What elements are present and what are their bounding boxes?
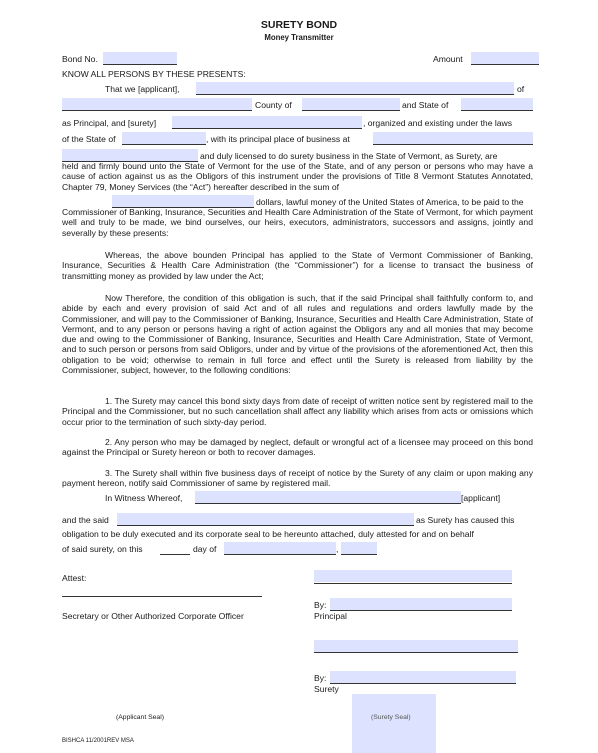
as-principal-label: as Principal, and [surety] <box>62 118 157 128</box>
obligation-line: obligation to be duly executed and its corporate seal to be hereunto attached, duly attested for and on behalf <box>62 529 474 539</box>
amount-field[interactable] <box>471 52 539 64</box>
and-the-said-label: and the said <box>62 515 109 525</box>
surety-address-2-field[interactable] <box>62 149 198 161</box>
applicant-name-field[interactable] <box>196 82 514 94</box>
year-field[interactable] <box>341 542 377 554</box>
by-label-2: By: <box>314 673 327 683</box>
licensed-paragraph: held and firmly bound unto the State of Vermont for the use of the State, and of any person or persons who may have a cause of action against us as the Obligors of this instrument under the provisions of Title 8 Vermont Statutes Annotated, Chapter 79, Money Services (the “Act”) hereafter described in the sum of <box>62 161 533 192</box>
as-surety-label: as Surety has caused this <box>416 515 515 525</box>
county-of-label: County of <box>255 100 292 110</box>
and-state-of-label: and State of <box>402 100 449 110</box>
applicant-address-underline <box>62 110 252 111</box>
applicant-address-field[interactable] <box>62 98 252 110</box>
witness-applicant-field[interactable] <box>195 491 461 503</box>
applicant-seal-label: (Applicant Seal) <box>116 714 164 721</box>
condition-1: 1. The Surety may cancel this bond sixty days from date of receipt of written notice sent by registered mail to the Principal and the Commissioner, but no such cancellation shall affect any liability which arises from acts or omissions which occur prior to the termination of such sixty-day period. <box>62 396 533 427</box>
bond-no-label: Bond No. <box>62 54 98 64</box>
day-of-label: day of <box>193 544 217 554</box>
whereas-paragraph: Whereas, the above bounden Principal has applied to the State of Vermont Commissioner of Banking, Insurance, Securities & Health Care Administration (the “Commissioner”) for a license to transact the business of transmitting money as provided by law under the Act; <box>62 250 533 281</box>
sum-field[interactable] <box>112 195 254 207</box>
organized-label: , organized and existing under the laws <box>363 118 513 128</box>
secretary-signature-line[interactable] <box>62 596 262 597</box>
secretary-label: Secretary or Other Authorized Corporate Officer <box>62 611 244 621</box>
of-said-surety-label: of said surety, on this <box>62 544 143 554</box>
dollars-paragraph: Commissioner of Banking, Insurance, Securities and Health Care Administration of the State of Vermont, for which payment well and truly to be made, we bind ourselves, our heirs, executors, administrators, successors and assigns, jointly and severally by these presents: <box>62 207 533 238</box>
applicant-name-underline <box>196 94 514 95</box>
surety-name-field[interactable] <box>172 116 362 128</box>
in-witness-label: In Witness Whereof, <box>105 493 183 503</box>
attest-label: Attest: <box>62 573 87 583</box>
form-id: BISHCA 11/2001REV MSA <box>62 738 134 744</box>
surety-state-underline <box>122 144 206 145</box>
state-underline <box>461 110 533 111</box>
year-underline <box>341 554 377 555</box>
surety-signature-field[interactable] <box>330 671 516 683</box>
principal-signature-field[interactable] <box>330 598 512 610</box>
witness-applicant-underline <box>195 503 461 504</box>
condition-3: 3. The Surety shall within five business days of receipt of notice by the Surety of any claim or upon making any payment hereon, notify said Commissioner of same by registered mail. <box>62 468 533 489</box>
know-all-heading: KNOW ALL PERSONS BY THESE PRESENTS: <box>62 69 246 79</box>
amount-label: Amount <box>433 54 463 64</box>
bond-no-underline <box>103 64 177 65</box>
condition-2: 2. Any person who may be damaged by neglect, default or wrongful act of a licensee may proceed on this bond against the Principal or Surety hereon or both to recover damages. <box>62 437 533 458</box>
surety-seal-label: (Surety Seal) <box>371 714 411 721</box>
document-subtitle: Money Transmitter <box>264 33 334 42</box>
county-field[interactable] <box>302 98 400 110</box>
document-title: SURETY BOND <box>260 19 338 31</box>
that-we-label: That we [applicant], <box>105 84 180 94</box>
surety-signature-underline <box>330 683 516 684</box>
licensed-first-line: and duly licensed to do surety business in the State of Vermont, as Surety, are <box>200 151 498 161</box>
by-label-1: By: <box>314 600 327 610</box>
with-its-label: , with its principal place of business at <box>206 134 350 144</box>
bond-no-field[interactable] <box>103 52 177 64</box>
principal-signature-underline <box>330 610 512 611</box>
surety-address-underline <box>373 144 533 145</box>
day-underline[interactable] <box>160 554 190 555</box>
of-the-state-of-label: of the State of <box>62 134 116 144</box>
surety-seal-area[interactable] <box>352 694 436 753</box>
of-label: of <box>517 84 525 94</box>
amount-underline <box>471 64 539 65</box>
applicant-bracket-label: [applicant] <box>461 493 501 503</box>
surety-name-underline <box>172 128 362 129</box>
now-therefore-paragraph: Now Therefore, the condition of this obligation is such, that if the said Principal shall faithfully conform to, and abide by each and every provision of said Act and of all rules and regulations and orders lawfully made by the Commissioner, and will pay to the Commissioner of Banking, Insurance, Securities and Health Care Administration, State of Vermont, and to any person or persons having a right of action against the Obligors any and all monies that may become due and owing to the Commissioner of Banking, Insurance, Securities and Health Care Administration, State of Vermont, and to such person or persons from said Obligors, under and by virtue of the provisions of the aforementioned Act, then this obligation to be void; otherwise to remain in full force and effect until the Surety is released from liability by the Commissioner, subject, however, to the following conditions: <box>62 293 533 376</box>
state-field[interactable] <box>461 98 533 110</box>
surety-state-field[interactable] <box>122 132 206 144</box>
date-comma: , <box>336 544 339 554</box>
attest-signature-underline <box>314 583 512 584</box>
principal-label: Principal <box>314 611 347 621</box>
surety-attest-field[interactable] <box>314 640 518 652</box>
witness-surety-field[interactable] <box>117 513 414 525</box>
county-underline <box>302 110 400 111</box>
surety-address-field[interactable] <box>373 132 533 144</box>
surety-label: Surety <box>314 684 339 694</box>
month-field[interactable] <box>224 542 339 554</box>
dollars-first-line: dollars, lawful money of the United States of America, to be paid to the <box>256 197 524 207</box>
witness-surety-underline <box>117 525 414 526</box>
surety-attest-underline <box>314 652 518 653</box>
attest-signature-field[interactable] <box>314 570 512 582</box>
month-underline <box>224 554 336 555</box>
